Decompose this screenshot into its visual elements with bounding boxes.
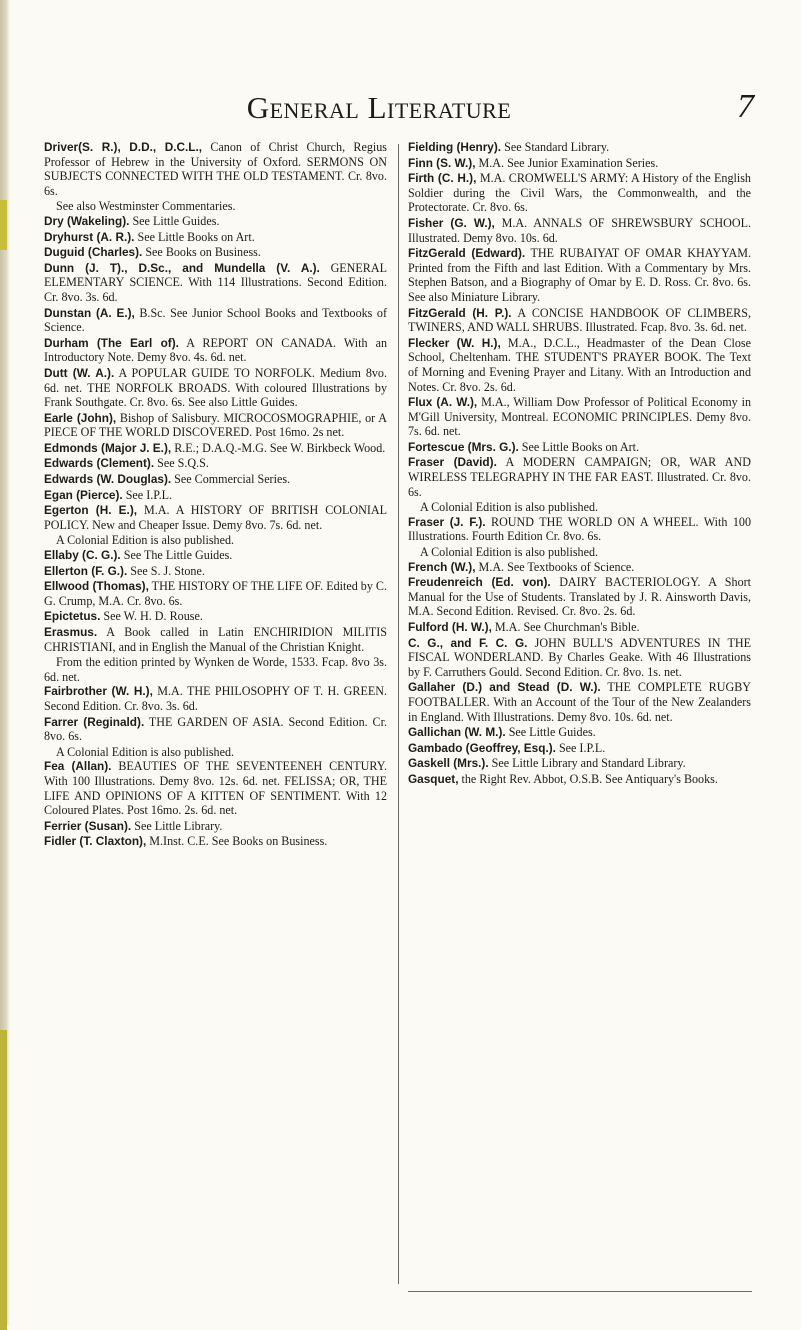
catalogue-entry xyxy=(44,336,387,365)
catalogue-entry xyxy=(44,684,387,713)
catalogue-entry xyxy=(408,772,751,787)
left-column xyxy=(44,140,387,850)
entry-author: Fea (Allan). xyxy=(44,759,112,774)
catalogue-entry xyxy=(44,564,387,579)
entry-text: A POPULAR GUIDE TO NORFOLK. Medium 8vo. 6d. net. THE NORFOLK BROADS. With coloured Illustrations by Frank Southgate. Cr. 8vo. 6s. See also Little Guides. xyxy=(44,365,387,410)
entry-author: Flux (A. W.), xyxy=(408,395,478,410)
entry-text: M.A. See Textbooks of Science. xyxy=(475,559,635,574)
catalogue-entry xyxy=(408,575,751,619)
catalogue-entry xyxy=(44,819,387,834)
entry-author: Gaskell (Mrs.). xyxy=(408,756,489,771)
entry-note: From the edition printed by Wynken de Worde, 1533. Fcap. 8vo 3s. 6d. net. xyxy=(44,655,387,684)
entry-author: FitzGerald (H. P.). xyxy=(408,305,512,320)
entry-author: Gallaher (D.) and Stead (D. W.). xyxy=(408,680,601,695)
entry-text: See S. J. Stone. xyxy=(127,563,205,578)
catalogue-entry xyxy=(408,395,751,439)
entry-text: A REPORT ON CANADA. With an Introductory Note. Demy 8vo. 4s. 6d. net. xyxy=(44,335,387,365)
entry-author: Ellerton (F. G.). xyxy=(44,563,128,578)
catalogue-entry xyxy=(408,156,751,171)
page-edge xyxy=(0,0,10,1325)
entry-author: Dunn (J. T)., D.Sc., and Mundella (V. A.). xyxy=(44,260,320,275)
entry-text: M.A., D.C.L., Headmaster of the Dean Close School, Cheltenham. THE STUDENT'S PRAYER BOOK. The Text of Morning and Evening Prayer and Litany. With an Introduction and Notes. Cr. 8vo. 2s. 6d. xyxy=(408,335,751,394)
entry-author: FitzGerald (Edward). xyxy=(408,246,526,261)
entry-author: Egan (Pierce). xyxy=(44,487,123,502)
catalogue-entry xyxy=(44,579,387,608)
entry-text: A Book called in Latin ENCHIRIDION MILITIS CHRISTIANI, and in English the Manual of the Christian Knight. xyxy=(44,625,387,654)
catalogue-entry xyxy=(44,441,387,456)
page-header xyxy=(44,90,754,130)
catalogue-entry xyxy=(408,336,751,394)
entry-author: Fidler (T. Claxton), xyxy=(44,834,147,849)
entry-text: the Right Rev. Abbot, O.S.B. See Antiquary's Books. xyxy=(458,771,718,786)
catalogue-entry xyxy=(44,245,387,260)
catalogue-entry xyxy=(408,171,751,215)
entry-text: M.A. CROMWELL'S ARMY: A History of the English Soldier during the Civil Wars, the Commonwealth, and the Protectorate. Cr. 8vo. 6s. xyxy=(408,171,751,215)
entry-text: M.Inst. C.E. See Books on Business. xyxy=(146,834,328,849)
entry-text: A MODERN CAMPAIGN; OR, WAR AND WIRELESS TELEGRAPHY IN THE FAR EAST. Illustrated. Cr. 8vo. 6s. xyxy=(408,455,752,499)
catalogue-entry xyxy=(408,440,751,455)
entry-author: Duguid (Charles). xyxy=(44,245,143,260)
entry-author: Dunstan (A. E.), xyxy=(44,305,135,320)
catalogue-entry xyxy=(44,261,387,305)
entry-text: See Little Guides. xyxy=(129,213,220,228)
entry-text: JOHN BULL'S ADVENTURES IN THE FISCAL WONDERLAND. By Charles Geake. With 46 Illustrations by F. Carruthers Gould. Second Edition. Cr. 8vo. 1s. net. xyxy=(408,635,751,679)
catalogue-entry xyxy=(44,366,387,410)
entry-text: Bishop of Salisbury. MICROCOSMOGRAPHIE, or A PIECE OF THE WORLD DISCOVERED. Post 16mo. 2s net. xyxy=(44,410,387,440)
entry-author: Fairbrother (W. H.), xyxy=(44,684,153,699)
entry-text: M.A. See Junior Examination Series. xyxy=(475,155,659,170)
entry-author: Dutt (W. A.). xyxy=(44,365,115,380)
bottom-rule xyxy=(408,1291,752,1292)
catalogue-entry xyxy=(408,741,751,756)
entry-author: C. G., and F. C. G. xyxy=(408,635,528,650)
catalogue-entry xyxy=(44,609,387,624)
entry-author: Egerton (H. E.), xyxy=(44,503,138,518)
catalogue-entry xyxy=(44,472,387,487)
catalogue-entry xyxy=(44,834,387,849)
entry-text: Canon of Christ Church, Regius Professor of Hebrew in the University of Oxford. SERMONS ON SUBJECTS CONNECTED WITH THE OLD TESTAMENT. Cr. 8vo. 6s. xyxy=(44,140,387,198)
catalogue-entry xyxy=(408,756,751,771)
running-head: General Literature xyxy=(246,90,512,125)
entry-text: M.A. A HISTORY OF BRITISH COLONIAL POLICY. New and Cheaper Issue. Demy 8vo. 7s. 6d. net. xyxy=(44,503,387,532)
catalogue-entry xyxy=(408,620,751,635)
edge-mark xyxy=(0,1030,7,1330)
catalogue-entry xyxy=(408,680,751,724)
entry-text: See W. H. D. Rouse. xyxy=(100,609,203,624)
entry-author: Fisher (G. W.), xyxy=(408,215,495,230)
catalogue-entry xyxy=(44,230,387,245)
entry-author: Gallichan (W. M.). xyxy=(408,725,506,740)
entry-author: Gambado (Geoffrey, Esq.). xyxy=(408,740,556,755)
catalogue-entry xyxy=(44,715,387,744)
entry-text: THE HISTORY OF THE LIFE OF. Edited by C. G. Crump, M.A. Cr. 8vo. 6s. xyxy=(44,579,388,608)
catalogue-entry xyxy=(408,455,751,499)
entry-author: Ellwood (Thomas), xyxy=(44,579,149,594)
catalogue-entry xyxy=(44,503,387,532)
entry-author: Fielding (Henry). xyxy=(408,140,502,154)
entry-text: B.Sc. See Junior School Books and Textbooks of Science. xyxy=(44,305,387,335)
entry-author: Finn (S. W.), xyxy=(408,155,476,170)
catalogue-entry xyxy=(44,759,387,817)
entry-author: Fortescue (Mrs. G.). xyxy=(408,439,519,454)
entry-author: Gasquet, xyxy=(408,771,459,786)
catalogue-entry xyxy=(408,560,751,575)
entry-author: Ferrier (Susan). xyxy=(44,818,132,833)
catalogue-entry xyxy=(408,515,751,544)
catalogue-entry xyxy=(44,548,387,563)
catalogue-entry xyxy=(408,636,751,680)
catalogue-entry xyxy=(408,306,751,335)
edge-mark xyxy=(0,200,7,250)
catalogue-entry xyxy=(408,246,751,304)
entry-author: Firth (C. H.), xyxy=(408,171,477,186)
entry-text: M.A., William Dow Professor of Political Economy in M'Gill University, Montreal. ECONOMIC PRINCIPLES. Demy 8vo. 7s. 6d. net. xyxy=(408,395,751,439)
entry-author: Fraser (J. F.). xyxy=(408,514,486,529)
entry-text: THE COMPLETE RUGBY FOOTBALLER. With an Account of the Tour of the New Zealanders in England. With Illustrations. Demy 8vo. 10s. 6d. net. xyxy=(408,680,751,724)
entry-text: ROUND THE WORLD ON A WHEEL. With 100 Illustrations. Fourth Edition Cr. 8vo. 6s. xyxy=(408,514,751,544)
entry-text: See Books on Business. xyxy=(142,245,261,260)
entry-text: M.A. See Churchman's Bible. xyxy=(491,620,640,634)
entry-author: Erasmus. xyxy=(44,625,98,639)
entry-text: See The Little Guides. xyxy=(120,548,233,563)
entry-author: Earle (John), xyxy=(44,410,117,425)
entry-text: See S.Q.S. xyxy=(154,456,209,471)
entry-text: THE GARDEN OF ASIA. Second Edition. Cr. 8vo. 6s. xyxy=(44,714,388,744)
catalogue-entry xyxy=(44,140,387,198)
entry-text: See Little Library. xyxy=(131,818,223,833)
entry-text: GENERAL ELEMENTARY SCIENCE. With 114 Illustrations. Second Edition. Cr. 8vo. 3s. 6d. xyxy=(44,260,387,304)
entry-text: See Commercial Series. xyxy=(171,472,291,487)
entry-author: Farrer (Reginald). xyxy=(44,714,145,729)
entry-note: A Colonial Edition is also published. xyxy=(56,533,235,548)
catalogue-columns xyxy=(44,140,759,1300)
entry-text: See Little Books on Art. xyxy=(518,439,640,454)
entry-note: A Colonial Edition is also published. xyxy=(420,500,599,515)
catalogue-entry xyxy=(408,725,751,740)
entry-author: Freudenreich (Ed. von). xyxy=(408,575,551,590)
entry-author: Dryhurst (A. R.). xyxy=(44,229,135,244)
page-number: 7 xyxy=(737,88,754,125)
entry-text: A CONCISE HANDBOOK OF CLIMBERS, TWINERS, AND WALL SHRUBS. Illustrated. Fcap. 8vo. 3s. 6d. net. xyxy=(408,305,751,335)
entry-text: See Little Guides. xyxy=(505,725,596,740)
entry-note: A Colonial Edition is also published. xyxy=(420,545,599,560)
entry-author: Fulford (H. W.), xyxy=(408,620,492,634)
entry-text: M.A. THE PHILOSOPHY OF T. H. GREEN. Second Edition. Cr. 8vo. 3s. 6d. xyxy=(44,684,388,713)
entry-text: THE RUBAIYAT OF OMAR KHAYYAM. Printed from the Fifth and last Edition. With a Commentary by Mrs. Stephen Batson, and a Biography of Omar by E. D. Ross. Cr. 8vo. 6s. See also Miniature Library. xyxy=(408,246,752,304)
entry-author: Flecker (W. H.), xyxy=(408,335,501,350)
entry-author: Driver(S. R.), D.D., D.C.L., xyxy=(44,140,203,154)
entry-text: DAIRY BACTERIOLOGY. A Short Manual for the Use of Students. Translated by J. R. Ainsworth Davis, M.A. Second Edition. Revised. Cr. 8vo. 2s. 6d. xyxy=(408,575,751,619)
catalogue-entry xyxy=(44,306,387,335)
entry-text: BEAUTIES OF THE SEVENTEENEH CENTURY. With 100 Illustrations. Demy 8vo. 12s. 6d. net. FELISSA; OR, THE LIFE AND OPINIONS OF A KITTEN OF SENTIMENT. With 12 Coloured Plates. Post 16mo. 2s. 6d. net. xyxy=(44,759,387,818)
catalogue-entry xyxy=(44,456,387,471)
entry-text: See Little Library and Standard Library. xyxy=(488,756,686,771)
entry-author: Edwards (W. Douglas). xyxy=(44,472,172,487)
catalogue-entry xyxy=(408,216,751,245)
entry-note: A Colonial Edition is also published. xyxy=(56,744,235,759)
entry-author: Edwards (Clement). xyxy=(44,456,155,471)
catalogue-entry xyxy=(44,214,387,229)
catalogue-entry xyxy=(44,625,387,654)
entry-author: Edmonds (Major J. E.), xyxy=(44,440,172,455)
entry-text: See I.P.L. xyxy=(122,487,173,502)
catalogue-entry xyxy=(44,488,387,503)
entry-author: Durham (The Earl of). xyxy=(44,335,179,350)
entry-text: See I.P.L. xyxy=(555,740,606,755)
entry-text: See Little Books on Art. xyxy=(134,229,255,244)
right-column xyxy=(408,140,751,788)
entry-text: See Standard Library. xyxy=(501,140,610,154)
catalogue-entry xyxy=(44,411,387,440)
entry-author: Epictetus. xyxy=(44,609,101,624)
column-divider xyxy=(398,144,399,1284)
entry-author: Dry (Wakeling). xyxy=(44,213,130,228)
entry-text: M.A. ANNALS OF SHREWSBURY SCHOOL. Illustrated. Demy 8vo. 10s. 6d. xyxy=(408,215,751,245)
entry-author: Fraser (David). xyxy=(408,455,497,470)
entry-text: R.E.; D.A.Q.-M.G. See W. Birkbeck Wood. xyxy=(171,440,386,455)
entry-note: See also Westminster Commentaries. xyxy=(56,199,236,214)
entry-author: Ellaby (C. G.). xyxy=(44,548,121,563)
entry-author: French (W.), xyxy=(408,559,476,574)
catalogue-entry xyxy=(408,140,751,155)
